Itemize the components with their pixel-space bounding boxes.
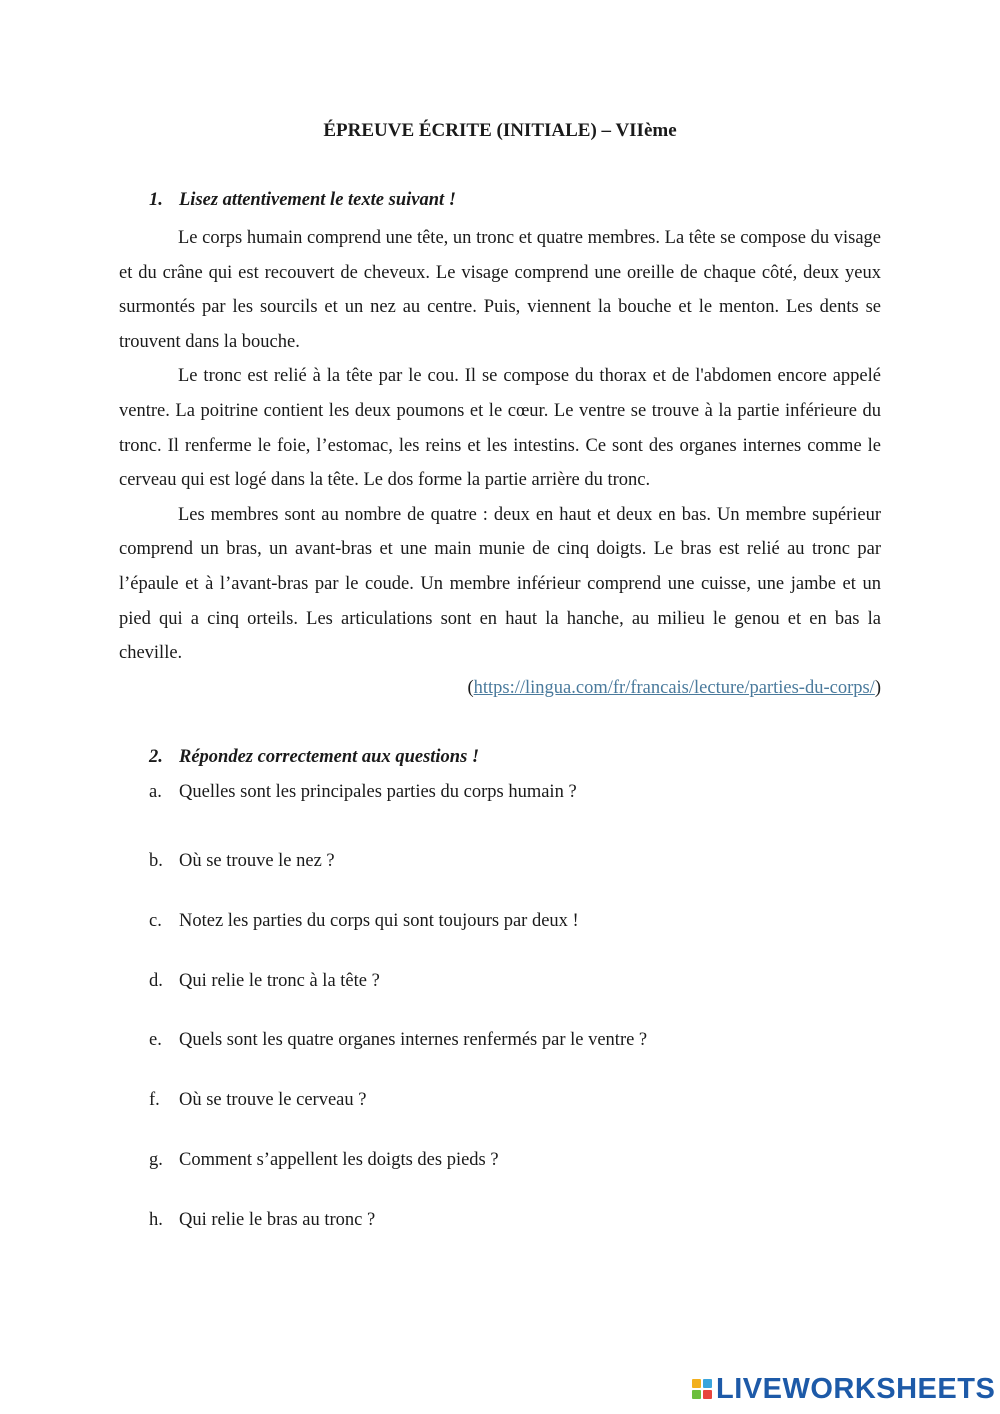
- section-1-heading-text: Lisez attentivement le texte suivant !: [179, 190, 456, 210]
- section-2-number: 2.: [149, 747, 163, 767]
- paragraph-trunk: Le tronc est relié à la tête par le cou. Il se compose du thorax et de l'abdomen encore appelé ventre. La poitrine contient les deux poumons et le cœur. Le ventre se trouve à la partie inférieure du tronc. Il renferme le foie, l’estomac, les reins et les intestins. Ce sont des organes internes comme le cerveau qui est logé dans la tête. Le dos forme la partie arrière du tronc.: [119, 366, 881, 491]
- question-letter: e.: [149, 1030, 162, 1050]
- page-title: ÉPREUVE ÉCRITE (INITIALE) – VIIème: [323, 120, 677, 141]
- logo-text: LIVEWORKSHEETS: [716, 1373, 996, 1405]
- question-text: Comment s’appellent les doigts des pieds ?: [179, 1150, 499, 1170]
- question-e: [149, 1028, 647, 1052]
- liveworksheets-logo: [692, 1374, 995, 1404]
- question-letter: g.: [149, 1150, 163, 1170]
- section-1-number: 1.: [149, 190, 163, 210]
- source-citation: [119, 671, 881, 706]
- question-a: [149, 780, 577, 804]
- source-open-paren: (: [467, 677, 474, 698]
- question-letter: f.: [149, 1090, 160, 1110]
- logo-square: [703, 1379, 712, 1388]
- logo-square: [692, 1390, 701, 1399]
- question-text: Où se trouve le cerveau ?: [179, 1090, 367, 1110]
- paragraph-limbs: Les membres sont au nombre de quatre : deux en haut et deux en bas. Un membre supérieur comprend un bras, un avant-bras et une main munie de cinq doigts. Le bras est relié au tronc par l’épaule et à l’avant-bras par le coude. Un membre inférieur comprend une cuisse, une jambe et un pied qui a cinq orteils. Les articulations sont en haut la hanche, au milieu le genou et en bas la cheville.: [119, 504, 881, 664]
- paragraph-head: Le corps humain comprend une tête, un tronc et quatre membres. La tête se compose du visage et du crâne qui est recouvert de cheveux. Le visage comprend une oreille de chaque côté, deux yeux surmontés par les sourcils et un nez au centre. Puis, viennent la bouche et le menton. Les dents se trouvent dans la bouche.: [119, 228, 881, 352]
- question-b: [149, 849, 335, 873]
- question-letter: c.: [149, 911, 162, 931]
- reading-text: [119, 221, 881, 705]
- question-letter: d.: [149, 971, 163, 991]
- logo-square: [692, 1379, 701, 1388]
- question-text: Qui relie le tronc à la tête ?: [179, 971, 380, 991]
- section-1-heading: [149, 188, 456, 212]
- question-h: [149, 1208, 375, 1232]
- question-text: Où se trouve le nez ?: [179, 851, 335, 871]
- question-text: Qui relie le bras au tronc ?: [179, 1210, 376, 1230]
- question-text: Notez les parties du corps qui sont toujours par deux !: [179, 911, 579, 931]
- question-letter: a.: [149, 782, 162, 802]
- section-2-heading: [149, 745, 479, 769]
- question-text: Quelles sont les principales parties du corps humain ?: [179, 782, 577, 802]
- question-letter: b.: [149, 851, 163, 871]
- question-text: Quels sont les quatre organes internes renfermés par le ventre ?: [179, 1030, 648, 1050]
- source-link[interactable]: https://lingua.com/fr/francais/lecture/parties-du-corps/: [473, 677, 875, 698]
- section-2-heading-text: Répondez correctement aux questions !: [179, 747, 480, 767]
- logo-squares-icon: [692, 1379, 712, 1399]
- question-letter: h.: [149, 1210, 163, 1230]
- question-f: [149, 1088, 366, 1112]
- logo-square: [703, 1390, 712, 1399]
- question-d: [149, 969, 380, 993]
- source-close-paren: ): [874, 677, 881, 698]
- question-g: [149, 1148, 499, 1172]
- question-c: [149, 909, 579, 933]
